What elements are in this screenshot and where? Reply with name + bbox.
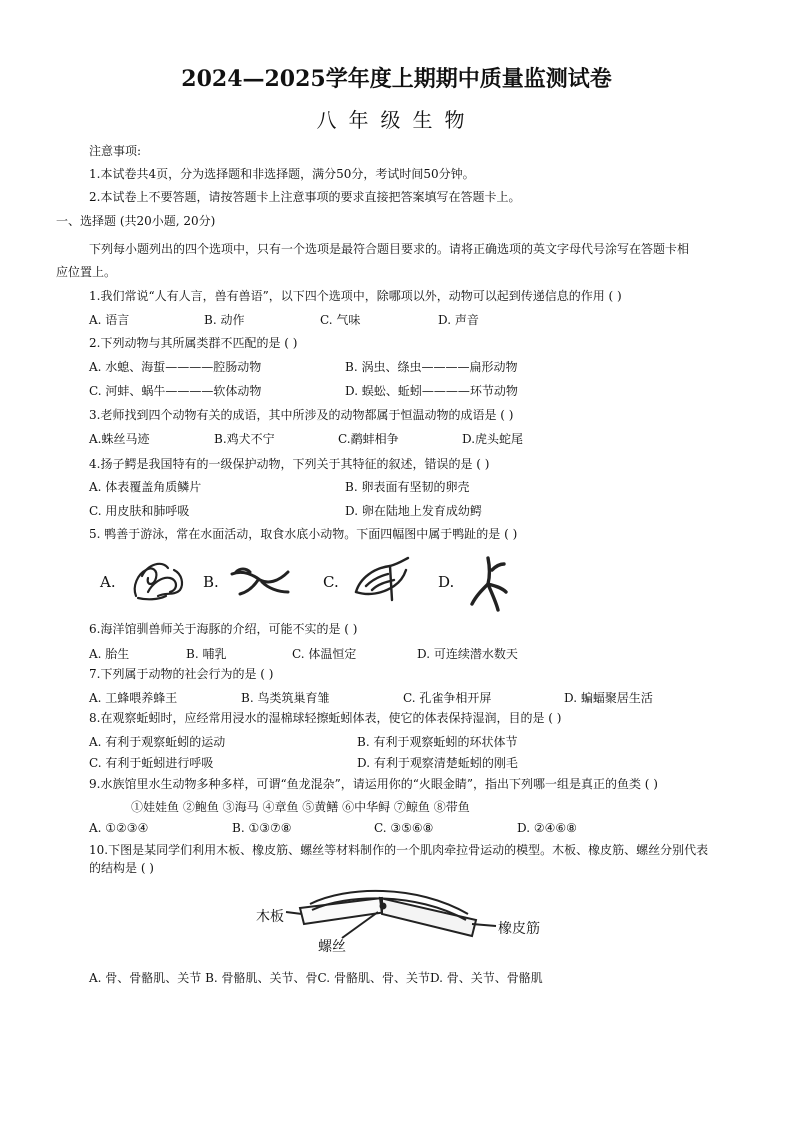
exam-title: 2024—2025学年度上期期中质量监测试卷 bbox=[181, 66, 612, 92]
exam-subject: 八年级生物 bbox=[316, 108, 477, 132]
option-b: B. 动作 bbox=[204, 313, 245, 327]
option-b: B. 卵表面有坚韧的卵壳 bbox=[345, 480, 470, 494]
question-stem: 6.海洋馆驯兽师关于海豚的介绍，可能不实的是 ( ) bbox=[89, 622, 358, 636]
option-c: C. 有利于蚯蚓进行呼吸 bbox=[89, 756, 214, 770]
figure-label-band: 橡皮筋 bbox=[498, 921, 540, 937]
option-d: D. 卵在陆地上发育成幼鳄 bbox=[345, 504, 482, 518]
option-d: D. 蝙蝠聚居生活 bbox=[564, 691, 653, 705]
option-a: A.蛛丝马迹 bbox=[89, 432, 150, 446]
option-d: D. 有利于观察清楚蚯蚓的刚毛 bbox=[357, 756, 518, 770]
option-b: B. 哺乳 bbox=[186, 647, 227, 661]
muscle-bone-model-figure bbox=[286, 890, 496, 946]
option-a: A. 胎生 bbox=[89, 647, 130, 661]
foot-c-drawing bbox=[350, 556, 412, 602]
option-a: A. 水螅、海蜇————腔肠动物 bbox=[89, 360, 262, 374]
q10-options: A. 骨、骨骼肌、关节 B. 骨骼肌、关节、骨C. 骨骼肌、骨、关节D. 骨、关节、骨骼肌 bbox=[89, 971, 543, 985]
option-c: C. 气味 bbox=[320, 313, 361, 327]
option-b: B. 有利于观察蚯蚓的环状体节 bbox=[357, 735, 518, 749]
question-stem: 7.下列属于动物的社会行为的是 ( ) bbox=[89, 667, 274, 681]
option-b: B.鸡犬不宁 bbox=[214, 432, 275, 446]
section-instructions: 应位置上。 bbox=[56, 265, 117, 279]
option-d: D. 声音 bbox=[438, 313, 479, 327]
question-stem-continued: 的结构是 ( ) bbox=[89, 861, 154, 875]
question-stem: 5. 鸭善于游泳，常在水面活动，取食水底小动物。下面四幅图中属于鸭趾的是 ( ) bbox=[89, 527, 518, 541]
option-a: A. 语言 bbox=[89, 313, 130, 327]
option-a: A. 有利于观察蚯蚓的运动 bbox=[89, 735, 226, 749]
foot-d-drawing bbox=[468, 554, 508, 612]
question-stem: 4.扬子鳄是我国特有的一级保护动物，下列关于其特征的叙述，错误的是 ( ) bbox=[89, 457, 490, 471]
option-b: B. bbox=[203, 573, 219, 591]
option-d: D. 蜈蚣、蚯蚓————环节动物 bbox=[345, 384, 518, 398]
option-c: C. bbox=[323, 573, 339, 591]
option-c: C. 用皮肤和肺呼吸 bbox=[89, 504, 190, 518]
notes-item: 2.本试卷上不要答题，请按答题卡上注意事项的要求直接把答案填写在答题卡上。 bbox=[89, 190, 521, 204]
option-c: C. 孔雀争相开屏 bbox=[403, 691, 492, 705]
figure-label-board: 木板 bbox=[256, 909, 284, 925]
option-b: B. 鸟类筑巢育雏 bbox=[241, 691, 330, 705]
option-a: A. 工蜂喂养蜂王 bbox=[89, 691, 178, 705]
organism-list: ①娃娃鱼 ②鲍鱼 ③海马 ④章鱼 ⑤黄鳝 ⑥中华鲟 ⑦鲸鱼 ⑧带鱼 bbox=[131, 800, 470, 814]
question-stem: 3.老师找到四个动物有关的成语，其中所涉及的动物都属于恒温动物的成语是 ( ) bbox=[89, 408, 514, 422]
question-stem: 8.在观察蚯蚓时，应经常用浸水的湿棉球轻擦蚯蚓体表，使它的体表保持湿润，目的是 ( ) bbox=[89, 711, 562, 725]
option-d: D. ②④⑥⑧ bbox=[517, 821, 577, 835]
foot-a-drawing bbox=[128, 556, 186, 602]
option-b: B. 涡虫、绦虫————扁形动物 bbox=[345, 360, 518, 374]
option-c: C.鹬蚌相争 bbox=[338, 432, 399, 446]
section-instructions: 下列每小题列出的四个选项中，只有一个选项是最符合题目要求的。请将正确选项的英文字母代号涂写在答题卡相 bbox=[89, 242, 690, 256]
option-a: A. bbox=[100, 573, 116, 591]
option-a: A. ①②③④ bbox=[89, 821, 149, 835]
option-a: A. 体表覆盖角质鳞片 bbox=[89, 480, 202, 494]
figure-label-screw: 螺丝 bbox=[318, 939, 346, 955]
option-b: B. ①③⑦⑧ bbox=[232, 821, 292, 835]
foot-b-drawing bbox=[228, 562, 294, 598]
option-c: C. ③⑤⑥⑧ bbox=[374, 821, 434, 835]
option-d: D. 可连续潜水数天 bbox=[417, 647, 518, 661]
question-stem: 10.下图是某同学们利用木板、橡皮筋、螺丝等材料制作的一个肌肉牵拉骨运动的模型。木板、橡皮筋、螺丝分别代表 bbox=[89, 843, 709, 857]
option-d: D. bbox=[438, 573, 455, 591]
option-c: C. 河蚌、蜗牛————软体动物 bbox=[89, 384, 262, 398]
option-c: C. 体温恒定 bbox=[292, 647, 357, 661]
notes-heading: 注意事项: bbox=[89, 144, 142, 158]
question-stem: 1.我们常说“人有人言，兽有兽语”，以下四个选项中，除哪项以外，动物可以起到传递信息的作用 ( ) bbox=[89, 289, 622, 303]
section-heading: 一、选择题 (共20小题, 20分) bbox=[56, 214, 216, 228]
option-d: D.虎头蛇尾 bbox=[462, 432, 524, 446]
notes-item: 1.本试卷共4页，分为选择题和非选择题，满分50分，考试时间50分钟。 bbox=[89, 167, 475, 181]
question-stem: 9.水族馆里水生动物多种多样，可谓“鱼龙混杂”，请运用你的“火眼金睛”，指出下列哪一组是真正的鱼类 ( ) bbox=[89, 777, 658, 791]
question-stem: 2.下列动物与其所属类群不匹配的是 ( ) bbox=[89, 336, 298, 350]
